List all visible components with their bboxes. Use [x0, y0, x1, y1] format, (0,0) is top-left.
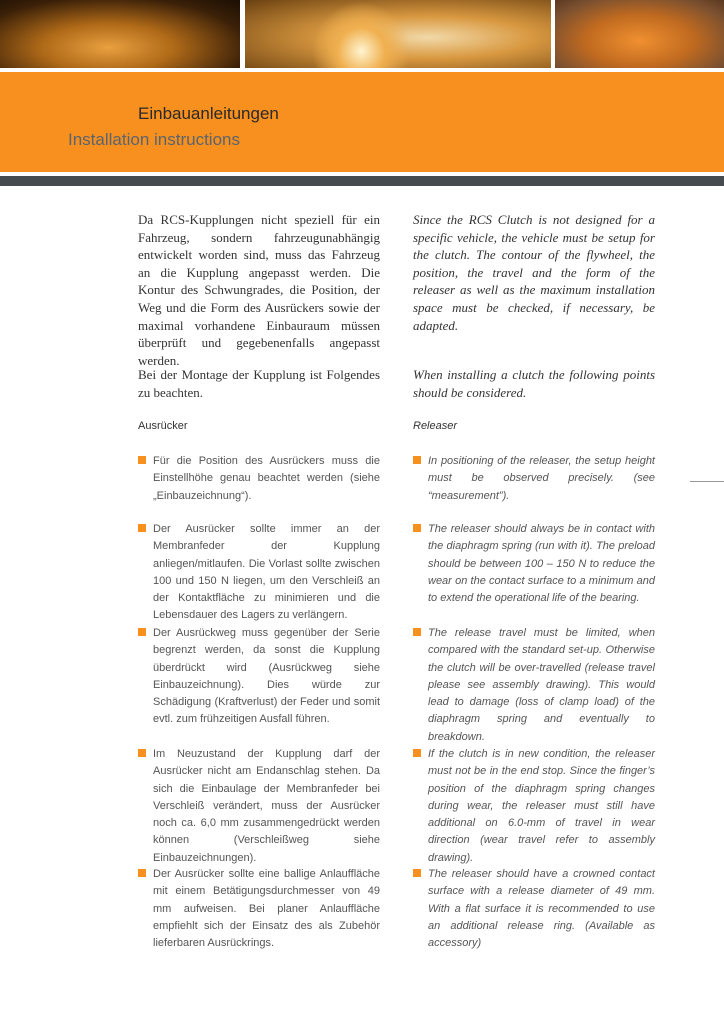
- header-photo-rally-car: [555, 0, 724, 68]
- header-photo-gt-car: [0, 0, 240, 68]
- bullet-square-icon: [413, 869, 421, 877]
- header-photo-prototype-car: [245, 0, 551, 68]
- bullet-text: The release travel must be limited, when compared with the standard set-up. Otherwise the clutch will be over-travelled (release travel please see assembly drawing). This would lead to damage (loss of clamp load) of the diaphragm spring and eventually to breakdown.: [428, 627, 655, 743]
- bullet-square-icon: [413, 628, 421, 636]
- list-item: [413, 453, 655, 505]
- bullet-text: The releaser should always be in contact with the diaphragm spring (run with it). The preload should be between 100 – 150 N to reduce the wear on the contact surface to a minimum and to extend the operational life of the bearing.: [428, 523, 655, 605]
- bullet-text: The releaser should have a crowned contact surface with a release diameter of 49 mm. With a flat surface it is recommended to use an additional release ring. (Available as accessory): [428, 868, 655, 950]
- bullet-text: If the clutch is in new condition, the releaser must not be in the end stop. Since the finger’s position of the diaphragm spring changes during wear, the releaser must still have additional on 6.0-mm of travel in wear direction (wear travel refer to assembly drawing).: [428, 748, 655, 864]
- list-item: [413, 521, 655, 607]
- bullet-square-icon: [413, 456, 421, 464]
- list-item: [138, 521, 380, 625]
- bullet-square-icon: [138, 869, 146, 877]
- bullet-square-icon: [138, 749, 146, 757]
- bullet-square-icon: [138, 456, 146, 464]
- heading-de: Ausrücker: [138, 420, 188, 432]
- title-english: Installation instructions: [68, 130, 240, 149]
- intro2-en: When installing a clutch the following points should be considered.: [413, 367, 655, 400]
- bullet-square-icon: [138, 628, 146, 636]
- heading-en: Releaser: [413, 420, 458, 432]
- intro-en: Since the RCS Clutch is not designed for a specific vehicle, the vehicle must be setup for the clutch. The contour of the flywheel, the position, the travel and the form of the releaser as well as the maximum installation space must be checked, if necessary, be adapted.: [413, 212, 655, 333]
- bullet-square-icon: [413, 749, 421, 757]
- intro2-de: Bei der Montage der Kupplung ist Folgendes zu beachten.: [138, 367, 380, 400]
- list-item: [138, 625, 380, 729]
- list-item: [413, 746, 655, 867]
- bullet-text: Für die Position des Ausrückers muss die Einstellhöhe genau beachtet werden (siehe „Einbauzeichnung“).: [153, 455, 380, 502]
- divider-bar: [0, 176, 724, 186]
- list-item: [138, 453, 380, 505]
- bullet-square-icon: [413, 524, 421, 532]
- intro-de: Da RCS-Kupplungen nicht speziell für ein Fahrzeug, sondern fahrzeugunabhängig entwickelt worden sind, muss das Fahrzeug an die Kupplung angepasst werden. Die Kontur des Schwungrades, die Position, der Weg und die Form des Ausrückers sowie der maximal vorhandene Einbauraum müssen überprüft und gegebenenfalls angepasst werden.: [138, 212, 380, 368]
- list-item: [138, 746, 380, 867]
- list-item: [413, 866, 655, 952]
- list-item: [413, 625, 655, 746]
- list-item: [138, 866, 380, 952]
- bullet-text: Im Neuzustand der Kupplung darf der Ausrücker nicht am Endanschlag stehen. Da sich die Einbaulage der Membranfeder bei Verschleiß verändert, muss der Ausrücker noch ca. 6,0 mm zusammengedrückt werden können (Verschleißweg siehe Einbauzeichnungen).: [153, 748, 380, 864]
- bullet-text: Der Ausrücker sollte eine ballige Anlauffläche mit einem Betätigungsdurchmesser von 49 mm aufweisen. Bei planer Anlauffläche empfiehlt sich der Einsatz des als Zubehör lieferbaren Ausrückrings.: [153, 868, 380, 950]
- margin-rule: [690, 481, 724, 482]
- bullet-square-icon: [138, 524, 146, 532]
- bullet-text: In positioning of the releaser, the setup height must be observed precisely. (see “measurement”).: [428, 455, 655, 502]
- bullet-text: Der Ausrücker sollte immer an der Membranfeder der Kupplung anliegen/mitlaufen. Die Vorlast sollte zwischen 100 und 150 N liegen, um den Verschleiß an der Kontaktfläche zu minimieren und die Lebensdauer des Lagers zu verlängern.: [153, 523, 380, 622]
- title-band: [0, 72, 724, 172]
- title-german: Einbauanleitungen: [138, 104, 279, 123]
- bullet-text: Der Ausrückweg muss gegenüber der Serie begrenzt werden, da sonst die Kupplung überdrückt wird (Ausrückweg siehe Einbauzeichnung). Dies würde zur Schädigung (Kraftverlust) der Feder und somit evtl. zum frühzeitigen Ausfall führen.: [153, 627, 380, 726]
